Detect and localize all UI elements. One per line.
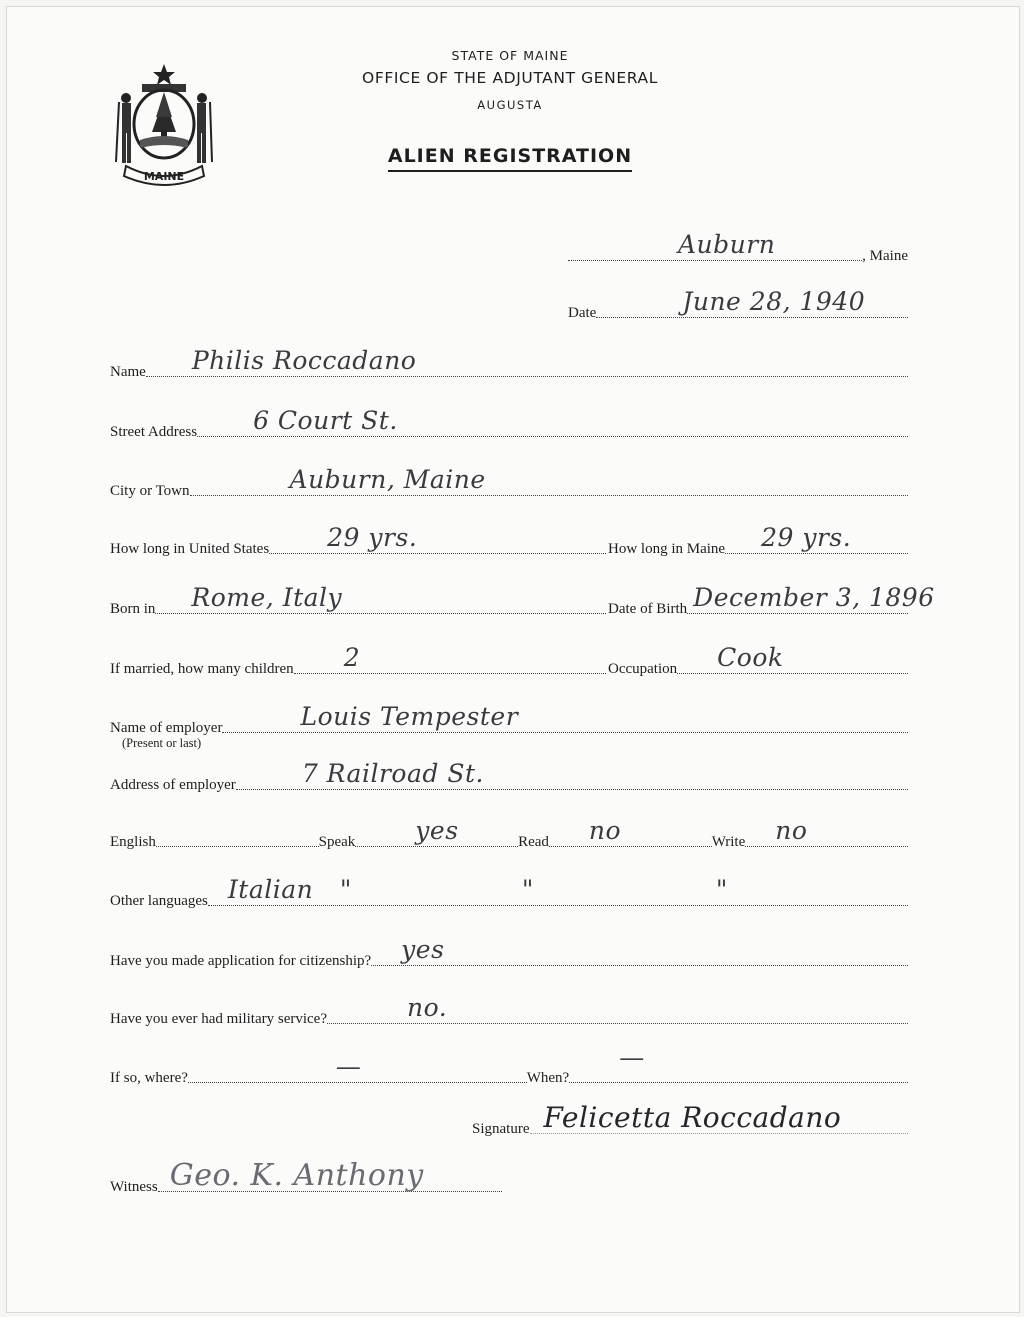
children-label: If married, how many children [110, 661, 294, 677]
citizenship-label: Have you made application for citizenship? [110, 953, 372, 969]
witness-value: Geo. K. Anthony [169, 1158, 424, 1193]
born-label: Born in [110, 601, 156, 617]
long-us-value: 29 yrs. [327, 523, 418, 552]
citizenship-row [110, 935, 908, 970]
dob-row [608, 583, 935, 618]
employer-address-label: Address of employer [110, 777, 236, 793]
maine-state-seal-icon [112, 62, 216, 190]
seal-text: MAINE [143, 170, 185, 183]
name-row [110, 346, 908, 381]
where-label: If so, where? [110, 1070, 188, 1086]
read-label: Read [518, 834, 549, 850]
other-lang-1-value: Italian [227, 875, 314, 904]
read-value: no [588, 816, 622, 845]
employer-note: (Present or last) [122, 736, 202, 750]
where-when-row [110, 1043, 908, 1087]
citizenship-value: yes [401, 935, 445, 964]
when-label: When? [526, 1070, 570, 1086]
long-maine-row [608, 523, 908, 558]
born-row [110, 583, 606, 618]
city-label: City or Town [110, 483, 190, 499]
name-value: Philis Roccadano [191, 346, 417, 375]
header-office: OFFICE OF THE ADJUTANT GENERAL [362, 69, 658, 87]
long-us-row [110, 523, 606, 558]
occupation-label: Occupation [608, 661, 678, 677]
write-label: Write [711, 834, 746, 850]
other-languages-label: Other languages [110, 893, 208, 909]
street-row [110, 406, 908, 441]
street-label: Street Address [110, 424, 198, 440]
when-value: — [619, 1043, 645, 1072]
speak-label: Speak [318, 834, 356, 850]
military-value: no. [407, 993, 448, 1022]
signature-label: Signature [472, 1121, 530, 1137]
long-maine-value: 29 yrs. [761, 523, 852, 552]
street-value: 6 Court St. [253, 406, 398, 435]
english-label: English [110, 834, 156, 850]
long-maine-label: How long in Maine [608, 541, 726, 557]
speak-value: yes [415, 816, 459, 845]
write-value: no [775, 816, 808, 845]
where-value: — [335, 1052, 362, 1081]
city-value: Auburn, Maine [289, 465, 486, 494]
witness-label: Witness [110, 1179, 158, 1195]
city-row [110, 465, 908, 500]
other-lang-2-value: " [339, 875, 352, 904]
header-city: AUGUSTA [477, 98, 543, 112]
occupation-row [608, 643, 908, 678]
date-label: Date [568, 305, 597, 321]
header-state: STATE OF MAINE [451, 48, 569, 63]
dob-label: Date of Birth [608, 601, 688, 617]
other-languages-row [110, 875, 908, 910]
document-page [6, 6, 1020, 1313]
employer-value: Louis Tempester [300, 702, 519, 731]
dob-value: December 3, 1896 [693, 583, 935, 612]
witness-row [110, 1158, 502, 1196]
employer-label: Name of employer [110, 720, 223, 736]
form-title: ALIEN REGISTRATION [300, 145, 720, 172]
employer-address-row [110, 759, 908, 794]
town-value: Auburn [678, 230, 776, 259]
military-label: Have you ever had military service? [110, 1011, 327, 1027]
employer-address-value: 7 Railroad St. [301, 759, 484, 788]
signature-row [472, 1101, 908, 1138]
date-row [568, 287, 908, 322]
long-us-label: How long in United States [110, 541, 270, 557]
signature-value: Felicetta Roccadano [543, 1101, 842, 1134]
employer-row [110, 702, 908, 737]
other-lang-3-value: " [521, 875, 534, 904]
children-value: 2 [343, 643, 361, 672]
english-row [110, 816, 908, 851]
town-row [568, 230, 908, 265]
children-row [110, 643, 606, 678]
other-lang-4-value: " [715, 875, 728, 904]
maine-label: , Maine [862, 248, 908, 264]
military-row [110, 993, 908, 1028]
occupation-value: Cook [717, 643, 784, 672]
date-value: June 28, 1940 [682, 287, 866, 316]
name-label: Name [110, 364, 146, 380]
born-value: Rome, Italy [191, 583, 343, 612]
